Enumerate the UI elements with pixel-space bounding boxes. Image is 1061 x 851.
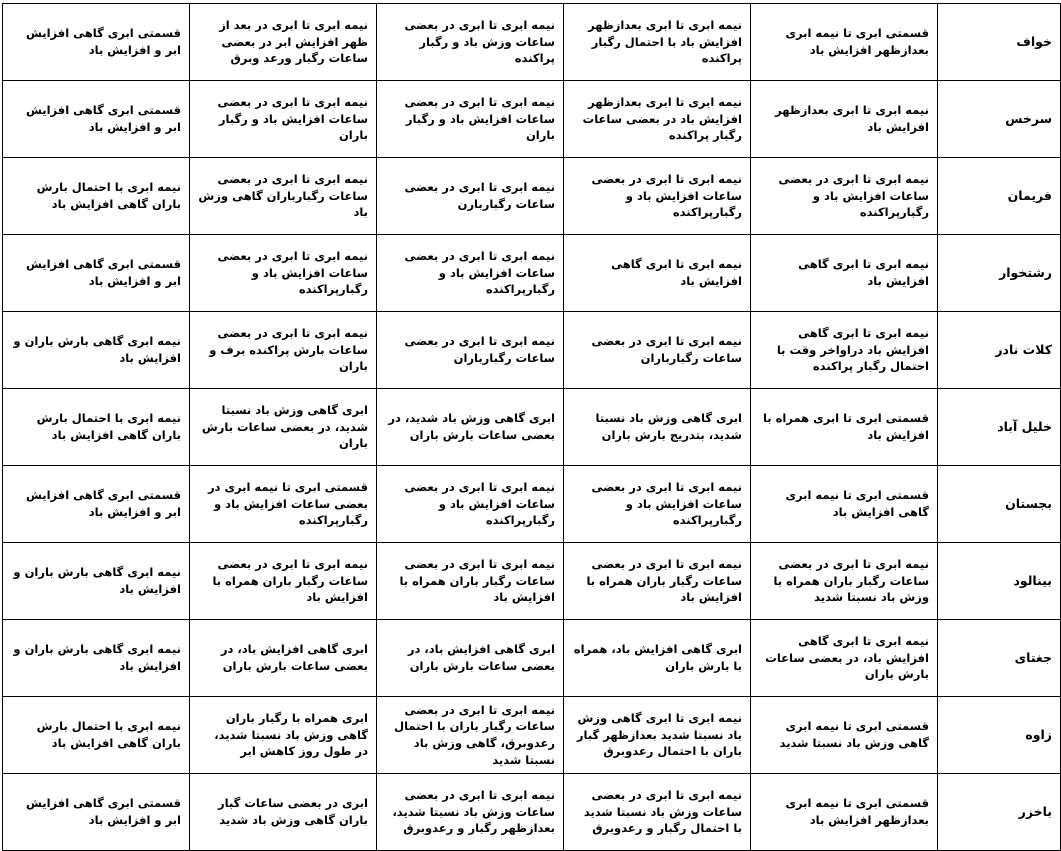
forecast-cell-day-4: نیمه ابری تا ابری در بعضی ساعات افزایش باد و رگبارپراکنده: [190, 235, 377, 312]
forecast-cell-day-4: نیمه ابری تا ابری در بعضی ساعات رگبار باران همراه با افزایش باد: [190, 543, 377, 620]
forecast-cell-day-5: قسمتی ابری گاهی افزایش ابر و افزایش باد: [3, 774, 190, 851]
city-name-cell: سرخس: [938, 81, 1061, 158]
city-name-cell: خواف: [938, 4, 1061, 81]
forecast-cell-day-4: ابری در بعضی ساعات گبار باران گاهی وزش باد شدید: [190, 774, 377, 851]
forecast-cell-day-2: نیمه ابری تا ابری بعدازظهر افزایش باد با احتمال رگبار پراکنده: [564, 4, 751, 81]
forecast-cell-day-3: نیمه ابری تا ابری در بعضی ساعات افزایش باد و رگبار باران: [377, 81, 564, 158]
city-name-cell: کلات نادر: [938, 312, 1061, 389]
table-row: [3, 4, 1061, 81]
forecast-table-wrapper: [2, 3, 1052, 851]
city-name-cell: بجستان: [938, 466, 1061, 543]
forecast-cell-day-5: نیمه ابری با احتمال بارش باران گاهی افزایش باد: [3, 158, 190, 235]
table-row: [3, 81, 1061, 158]
city-name-cell: زاوه: [938, 697, 1061, 774]
forecast-cell-day-2: نیمه ابری تا ابری گاهی افزایش باد: [564, 235, 751, 312]
forecast-cell-day-1: نیمه ابری تا ابری در بعضی ساعات رگبار باران همراه با وزش باد نسبتا شدید: [751, 543, 938, 620]
forecast-cell-day-1: نیمه ابری تا ابری گاهی افزایش باد، در بعضی ساعات بارش باران: [751, 620, 938, 697]
forecast-cell-day-3: ابری گاهی وزش باد شدید، در بعضی ساعات بارش باران: [377, 389, 564, 466]
forecast-cell-day-5: قسمتی ابری گاهی افزایش ابر و افزایش باد: [3, 4, 190, 81]
forecast-cell-day-4: نیمه ابری تا ابری در بعضی ساعات افزایش باد و رگبار باران: [190, 81, 377, 158]
forecast-cell-day-2: نیمه ابری تا ابری بعدازظهر افزایش باد در بعضی ساعات رگبار پراکنده: [564, 81, 751, 158]
city-name-cell: بینالود: [938, 543, 1061, 620]
forecast-table-body: [3, 4, 1061, 851]
forecast-cell-day-1: نیمه ابری تا ابری گاهی افزایش باد: [751, 235, 938, 312]
table-row: [3, 466, 1061, 543]
table-row: [3, 235, 1061, 312]
forecast-cell-day-2: نیمه ابری تا ابری در بعضی ساعات وزش باد نسبتا شدید با احتمال رگبار و رعدوبرق: [564, 774, 751, 851]
forecast-cell-day-1: نیمه ابری تا ابری گاهی افزایش باد دراواخر وقت با احتمال رگبار پراکنده: [751, 312, 938, 389]
forecast-cell-day-5: نیمه ابری با احتمال بارش باران گاهی افزایش باد: [3, 697, 190, 774]
forecast-cell-day-5: نیمه ابری گاهی بارش باران و افزایش باد: [3, 620, 190, 697]
table-row: [3, 774, 1061, 851]
forecast-cell-day-5: نیمه ابری با احتمال بارش باران گاهی افزایش باد: [3, 389, 190, 466]
forecast-cell-day-5: قسمتی ابری گاهی افزایش ابر و افزایش باد: [3, 235, 190, 312]
forecast-cell-day-1: نیمه ابری تا ابری بعدازظهر افزایش باد: [751, 81, 938, 158]
forecast-cell-day-3: نیمه ابری تا ابری در بعضی ساعات افزایش باد و رگبارپراکنده: [377, 235, 564, 312]
forecast-cell-day-4: ابری گاهی افزایش باد، در بعضی ساعات بارش باران: [190, 620, 377, 697]
forecast-cell-day-4: نیمه ابری تا ابری در بعضی ساعات بارش پراکنده برف و باران: [190, 312, 377, 389]
forecast-cell-day-4: نیمه ابری تا ابری در بعضی ساعات رگبارباران گاهی وزش باد: [190, 158, 377, 235]
forecast-cell-day-1: قسمتی ابری تا نیمه ابری بعدازظهر افزایش باد: [751, 4, 938, 81]
forecast-cell-day-2: ابری گاهی وزش باد نسبتا شدید، بتدریج بارش باران: [564, 389, 751, 466]
forecast-cell-day-3: نیمه ابری تا ابری در بعضی ساعات رگبار باران با احتمال رعدوبرق، گاهی وزش باد نسبتا شدید: [377, 697, 564, 774]
city-name-cell: رشتخوار: [938, 235, 1061, 312]
forecast-cell-day-1: قسمتی ابری تا نیمه ابری گاهی افزایش باد: [751, 466, 938, 543]
forecast-cell-day-3: نیمه ابری تا ابری در بعضی ساعات وزش باد و رگبار پراکنده: [377, 4, 564, 81]
forecast-cell-day-3: نیمه ابری تا ابری در بعضی ساعات رگباربارن: [377, 158, 564, 235]
forecast-cell-day-2: ابری گاهی افزایش باد، همراه با بارش باران: [564, 620, 751, 697]
forecast-cell-day-1: نیمه ابری تا ابری در بعضی ساعات افزایش باد و رگبارپراکنده: [751, 158, 938, 235]
table-row: [3, 312, 1061, 389]
forecast-cell-day-5: نیمه ابری گاهی بارش باران و افزایش باد: [3, 312, 190, 389]
forecast-cell-day-3: نیمه ابری تا ابری در بعضی ساعات رگبارباران: [377, 312, 564, 389]
forecast-cell-day-4: نیمه ابری تا ابری در بعد از ظهر افزایش ابر در بعضی ساعات رگبار ورعد وبرق: [190, 4, 377, 81]
forecast-cell-day-3: نیمه ابری تا ابری در بعضی ساعات افزایش باد و رگبارپراکنده: [377, 466, 564, 543]
table-row: [3, 158, 1061, 235]
table-row: [3, 620, 1061, 697]
forecast-cell-day-3: نیمه ابری تا ابری در بعضی ساعات رگبار باران همراه با افزایش باد: [377, 543, 564, 620]
forecast-cell-day-4: ابری گاهی وزش باد نسبتا شدید، در بعضی ساعات بارش باران: [190, 389, 377, 466]
city-name-cell: خلیل آباد: [938, 389, 1061, 466]
forecast-cell-day-3: ابری گاهی افزایش باد، در بعضی ساعات بارش باران: [377, 620, 564, 697]
city-name-cell: فریمان: [938, 158, 1061, 235]
forecast-cell-day-5: قسمتی ابری گاهی افزایش ابر و افزایش باد: [3, 466, 190, 543]
forecast-cell-day-2: نیمه ابری تا ابری گاهی وزش باد نسبتا شدید بعدازظهر گبار باران با احتمال رعدوبرق: [564, 697, 751, 774]
forecast-cell-day-3: نیمه ابری تا ابری در بعضی ساعات وزش باد نسبتا شدید، بعدازظهر رگبار و رعدوبرق: [377, 774, 564, 851]
table-row: [3, 389, 1061, 466]
forecast-cell-day-5: قسمتی ابری گاهی افزایش ابر و افزایش باد: [3, 81, 190, 158]
table-row: [3, 697, 1061, 774]
forecast-cell-day-5: نیمه ابری گاهی بارش باران و افزایش باد: [3, 543, 190, 620]
forecast-cell-day-2: نیمه ابری تا ابری در بعضی ساعات افزایش باد و رگبارپراکنده: [564, 466, 751, 543]
forecast-cell-day-1: قسمتی ابری تا نیمه ابری بعدازظهر افزایش باد: [751, 774, 938, 851]
forecast-cell-day-1: قسمتی ابری تا ابری همراه با افزایش باد: [751, 389, 938, 466]
forecast-cell-day-4: قسمتی ابری تا نیمه ابری در بعضی ساعات افزایش باد و رگبارپراکنده: [190, 466, 377, 543]
forecast-cell-day-4: ابری همراه با رگبار باران گاهی وزش باد نسبتا شدید، در طول روز کاهش ابر: [190, 697, 377, 774]
forecast-cell-day-2: نیمه ابری تا ابری در بعضی ساعات رگبارباران: [564, 312, 751, 389]
forecast-cell-day-2: نیمه ابری تا ابری در بعضی ساعات رگبار باران همراه با افزایش باد: [564, 543, 751, 620]
city-name-cell: باخزر: [938, 774, 1061, 851]
forecast-cell-day-2: نیمه ابری تا ابری در بعضی ساعات افزایش باد و رگبارپراکنده: [564, 158, 751, 235]
city-name-cell: جغتای: [938, 620, 1061, 697]
table-row: [3, 543, 1061, 620]
weather-forecast-table: [2, 3, 1061, 851]
forecast-cell-day-1: قسمتی ابری تا نیمه ابری گاهی وزش باد نسبتا شدید: [751, 697, 938, 774]
